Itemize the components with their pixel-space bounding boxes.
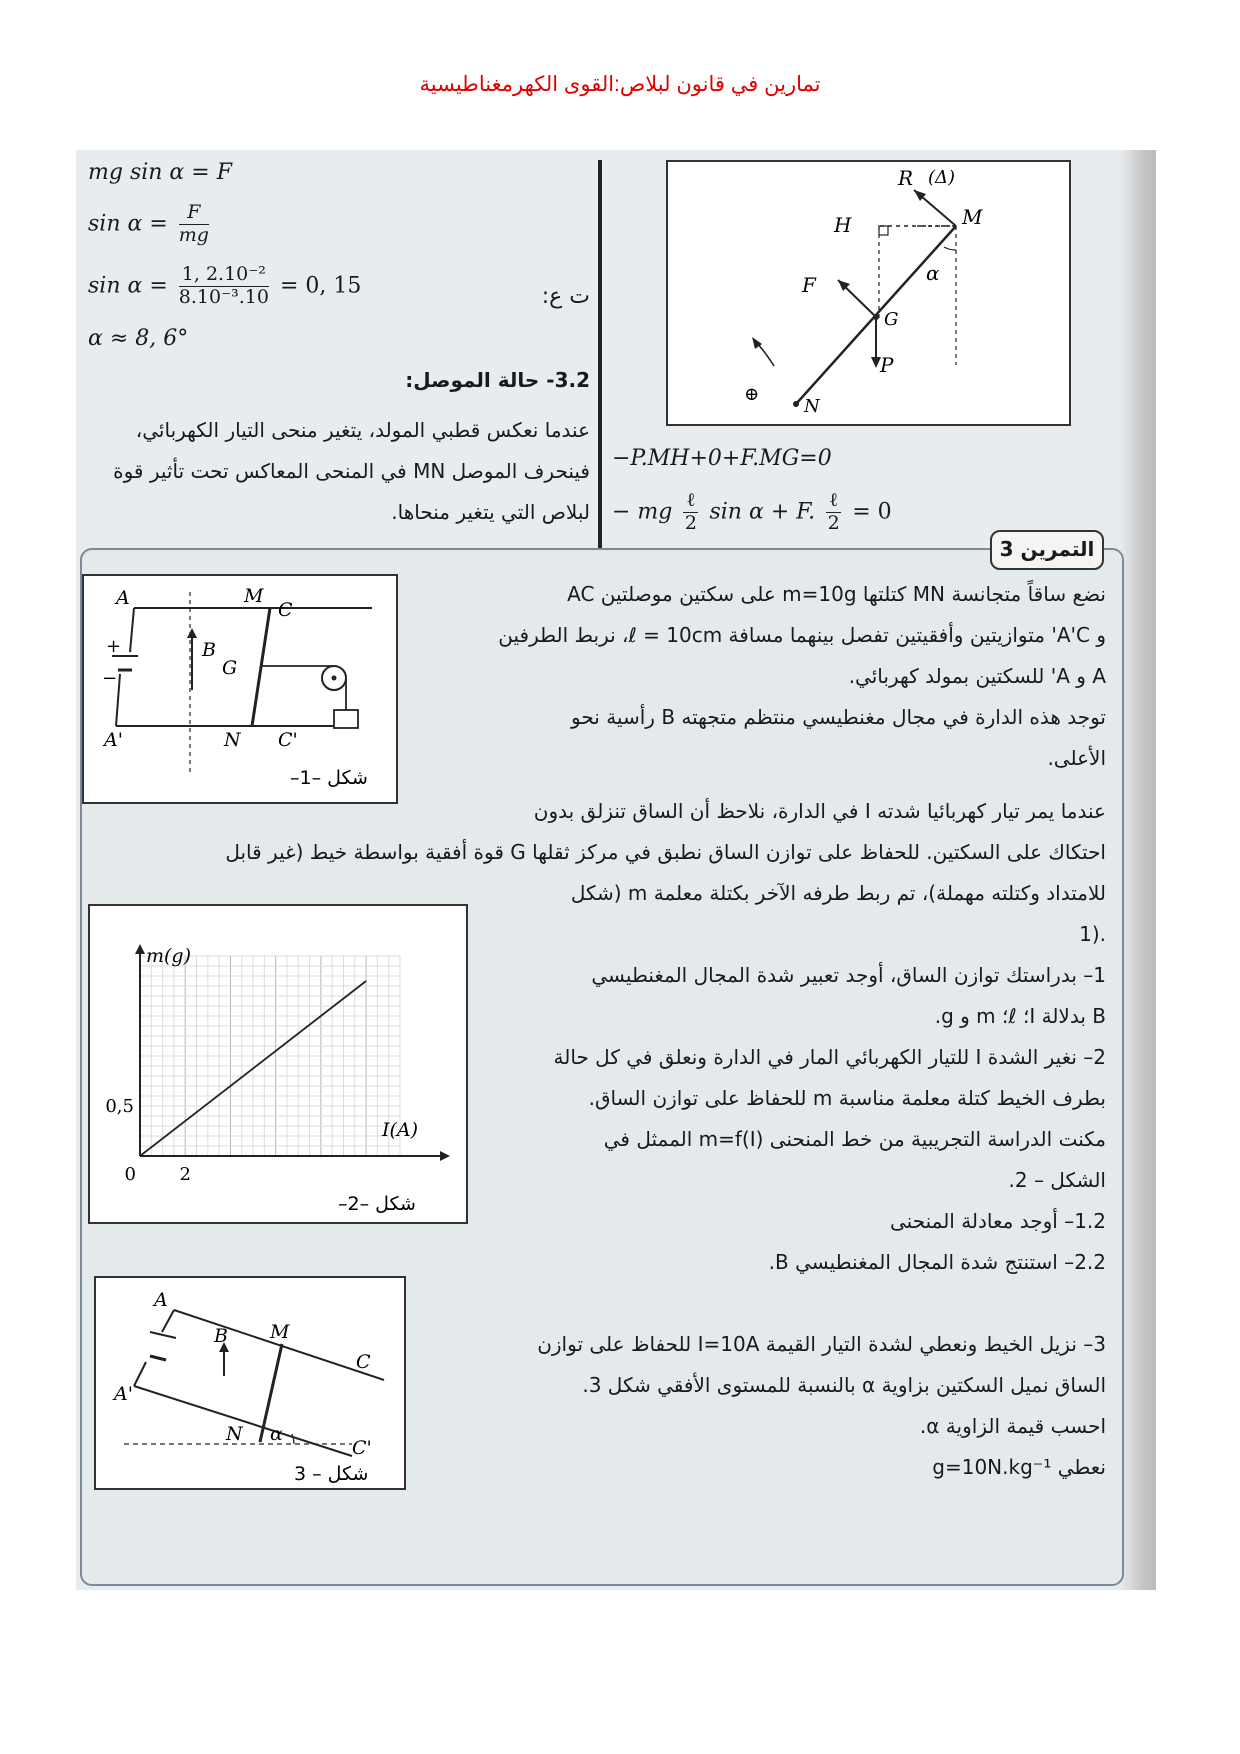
figure-2-chart <box>88 904 468 1224</box>
fig3-label-a2: A' <box>114 1383 133 1405</box>
fig1-label-m: M <box>244 585 264 607</box>
torque-figure <box>666 160 1071 426</box>
page-shadow-edge <box>1120 150 1156 1590</box>
page-title: تمارين في قانون لبلاص:القوى الكهرمغناطيسية <box>419 73 821 96</box>
fig1-label-b: B <box>202 639 216 661</box>
question-3-line-3: احسب قيمة الزاوية α. <box>919 1414 1106 1438</box>
fig1-label-c: C <box>278 599 293 621</box>
question-2-1: 1.2– أوجد معادلة المنحنى <box>889 1209 1106 1233</box>
fig1-label-c2: C' <box>278 729 298 751</box>
label-p: P <box>880 353 894 377</box>
question-1-line-1: 1– بدراستك توازن الساق، أوجد تعبير شدة المجال المغنطيسي <box>591 963 1106 987</box>
exercise-line: نضع ساقاً متجانسة MN كتلتها m=10g على سكتين موصلتين AC <box>567 582 1106 606</box>
fig1-label-plus: + <box>106 636 122 657</box>
hanging-mass <box>334 710 358 728</box>
exercise-line: عندما يمر تيار كهربائيا شدته I في الدارة، نلاحظ أن الساق تنزلق بدون <box>533 799 1106 823</box>
question-2-2: 2.2– استنتج شدة المجال المغنطيسي B. <box>768 1250 1106 1274</box>
chart-origin-label: 0 <box>124 1164 136 1185</box>
question-3-line-2: الساق نميل السكتين بزاوية α بالنسبة للمستوى الأفقي شكل 3. <box>582 1373 1106 1397</box>
fig3-label-a: A <box>154 1289 168 1311</box>
equation-4: α ≈ 8, 6° <box>88 326 189 351</box>
question-2-line-4: الشكل – 2. <box>1008 1168 1106 1192</box>
equation-3 <box>88 264 361 309</box>
exercise-paragraph-2 <box>94 791 1106 914</box>
equation-3-fraction <box>179 264 269 309</box>
exercise-line: و A'C' متوازيتين وأفقيتين تفصل بينهما مسافة ℓ = 10cm، نربط الطرفين <box>498 623 1106 647</box>
exercise-line: الأعلى. <box>1047 746 1106 770</box>
equation-6-part-a: − mg <box>612 499 673 525</box>
equation-6-part-c: = 0 <box>852 499 892 525</box>
torque-figure-frame <box>667 161 1070 425</box>
exercise-tag: التمرين 3 <box>990 530 1104 570</box>
equation-2 <box>88 202 213 247</box>
equation-3-numerator: 1, 2.10⁻² <box>179 264 269 287</box>
equation-2-fraction <box>179 202 209 247</box>
fig3-label-c: C <box>356 1351 371 1373</box>
exercise-line: احتكاك على السكتين. للحفاظ على توازن الساق نطبق في مركز ثقلها G قوة أفقية بواسطة خيط (غير قابل <box>225 840 1106 864</box>
section-heading: 3.2- حالة الموصل: <box>405 368 590 392</box>
equation-6-part-b: sin α + F. <box>709 499 816 525</box>
chart-x-tick-label: 2 <box>179 1164 191 1185</box>
equation-6 <box>612 490 892 535</box>
given-data: نعطي g=10N.kg⁻¹ <box>932 1455 1106 1479</box>
chart-y-tick-label: 0,5 <box>105 1096 134 1117</box>
column-divider <box>598 160 602 550</box>
label-delta: (Δ) <box>928 167 956 188</box>
question-2-line-1: 2– نغير الشدة I للتيار الكهربائي المار في الدارة ونعلق في كل حالة <box>553 1045 1106 1069</box>
section-paragraph: عندما نعكس قطبي المولد، يتغير منحى التيار الكهربائي، فينحرف الموصل MN في المنحى المعاكس تحت تأثير قوة لبلاص التي يتغير منحاها. <box>113 418 590 524</box>
equation-3-denominator: 8.10⁻³.10 <box>178 285 269 308</box>
equation-6-frac2-den: 2 <box>827 511 840 534</box>
exercise-paragraph-1 <box>414 574 1106 779</box>
equation-6-frac1-den: 2 <box>684 511 697 534</box>
exercise-questions <box>484 914 1106 1283</box>
equation-6-frac2-num: ℓ <box>826 490 841 513</box>
equation-6-fraction-1 <box>683 490 698 535</box>
equation-3-lhs: sin α = <box>88 273 168 299</box>
label-f: F <box>802 273 816 297</box>
fig3-label-n: N <box>226 1423 243 1445</box>
equation-2-lhs: sin α = <box>88 211 168 237</box>
label-r: R <box>898 166 914 190</box>
label-n: N <box>804 396 820 417</box>
exercise-line: A و A' للسكتين بمولد كهربائي. <box>848 664 1106 688</box>
fig3-label-alpha: α <box>270 1423 283 1445</box>
point-n <box>793 401 799 407</box>
fig1-label-g: G <box>222 657 238 679</box>
fig1-label-a: A <box>116 587 130 609</box>
fig1-label-n: N <box>224 729 241 751</box>
equation-3-rhs: = 0, 15 <box>279 273 362 299</box>
figure-3 <box>94 1276 406 1490</box>
equation-1: mg sin α = F <box>88 160 232 185</box>
equation-2-numerator: F <box>179 202 209 225</box>
question-2-line-2: بطرف الخيط كتلة معلمة مناسبة m للحفاظ على توازن الساق. <box>588 1086 1106 1110</box>
fig1-caption: شكل –1– <box>290 767 368 789</box>
label-alpha: α <box>926 261 940 285</box>
numeric-application-label: ت ع: <box>541 284 590 309</box>
fig3-label-m: M <box>270 1321 290 1343</box>
fig3-label-c2: C' <box>352 1437 372 1459</box>
fig1-label-minus: − <box>102 668 118 689</box>
question-2-line-3: مكنت الدراسة التجريبية من خط المنحنى m=f(I) الممثل في <box>603 1127 1106 1151</box>
label-g: G <box>884 309 899 330</box>
equation-2-denominator: mg <box>178 223 209 246</box>
chart-xlabel: I(A) <box>381 1119 418 1141</box>
fig3-caption: شكل – 3 <box>294 1463 369 1485</box>
figure-1 <box>82 574 398 804</box>
fig1-label-a2: A' <box>104 729 123 751</box>
point-g <box>873 314 879 320</box>
label-m: M <box>962 205 983 229</box>
exercise-question-3 <box>414 1324 1106 1488</box>
fig3-label-b: B <box>214 1325 228 1347</box>
question-1-line-2: B بدلالة I؛ ℓ؛ m و g. <box>934 1004 1106 1028</box>
fig2-caption: شكل –2– <box>338 1193 416 1215</box>
label-plus-sense: ⊕ <box>744 384 760 405</box>
exercise-line: .(1 <box>1079 922 1106 946</box>
question-3-line-1: 3– نزيل الخيط ونعطي لشدة التيار القيمة I=10A للحفاظ على توازن <box>537 1332 1106 1356</box>
pulley-axle <box>332 676 337 681</box>
exercise-line: توجد هذه الدارة في مجال مغنطيسي منتظم متجهته B رأسية نحو <box>571 705 1106 729</box>
equation-6-fraction-2 <box>826 490 841 535</box>
equation-5: −P.MH+0+F.MG=0 <box>612 446 832 471</box>
label-h: H <box>834 213 852 237</box>
exercise-line: للامتداد وكتلته مهملة)، تم ربط طرفه الآخر بكتلة معلمة m (شكل <box>570 881 1106 905</box>
chart-ylabel: m(g) <box>146 945 192 967</box>
equation-6-frac1-num: ℓ <box>683 490 698 513</box>
